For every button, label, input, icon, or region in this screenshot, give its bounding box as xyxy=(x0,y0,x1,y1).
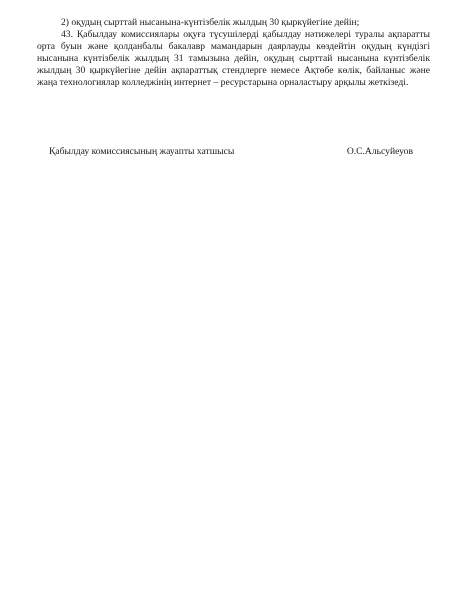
signature-block xyxy=(49,146,413,158)
paragraph-item-2: 2) оқудың сырттай нысанына-күнтізбелік жылдың 30 қыркүйегіне дейін; xyxy=(61,17,360,28)
signatory-name: О.С.Альсуйеуов xyxy=(346,146,413,157)
document-body xyxy=(37,17,430,89)
signatory-position: Қабылдау комиссиясының жауапты хатшысы xyxy=(49,146,235,157)
paragraph-item-43: 43. Қабылдау комиссиялары оқуға түсушілерді қабылдау нәтижелері туралы ақпаратты орта буын және қолданбалы бакалавр мамандарын даярлауды көздейтін оқудың күндізгі нысанына күнтізбелік жылдың 31 тамызына дейін, оқудың сырттай нысанына күнтізбелік жылдың 30 қыркүйегіне дейін ақпараттық стендлерге немесе Ақтөбе көлік, байланыс және жаңа технологиялар колледжінің интернет – ресурстарына орналастыру арқылы жеткізеді. xyxy=(37,29,430,88)
